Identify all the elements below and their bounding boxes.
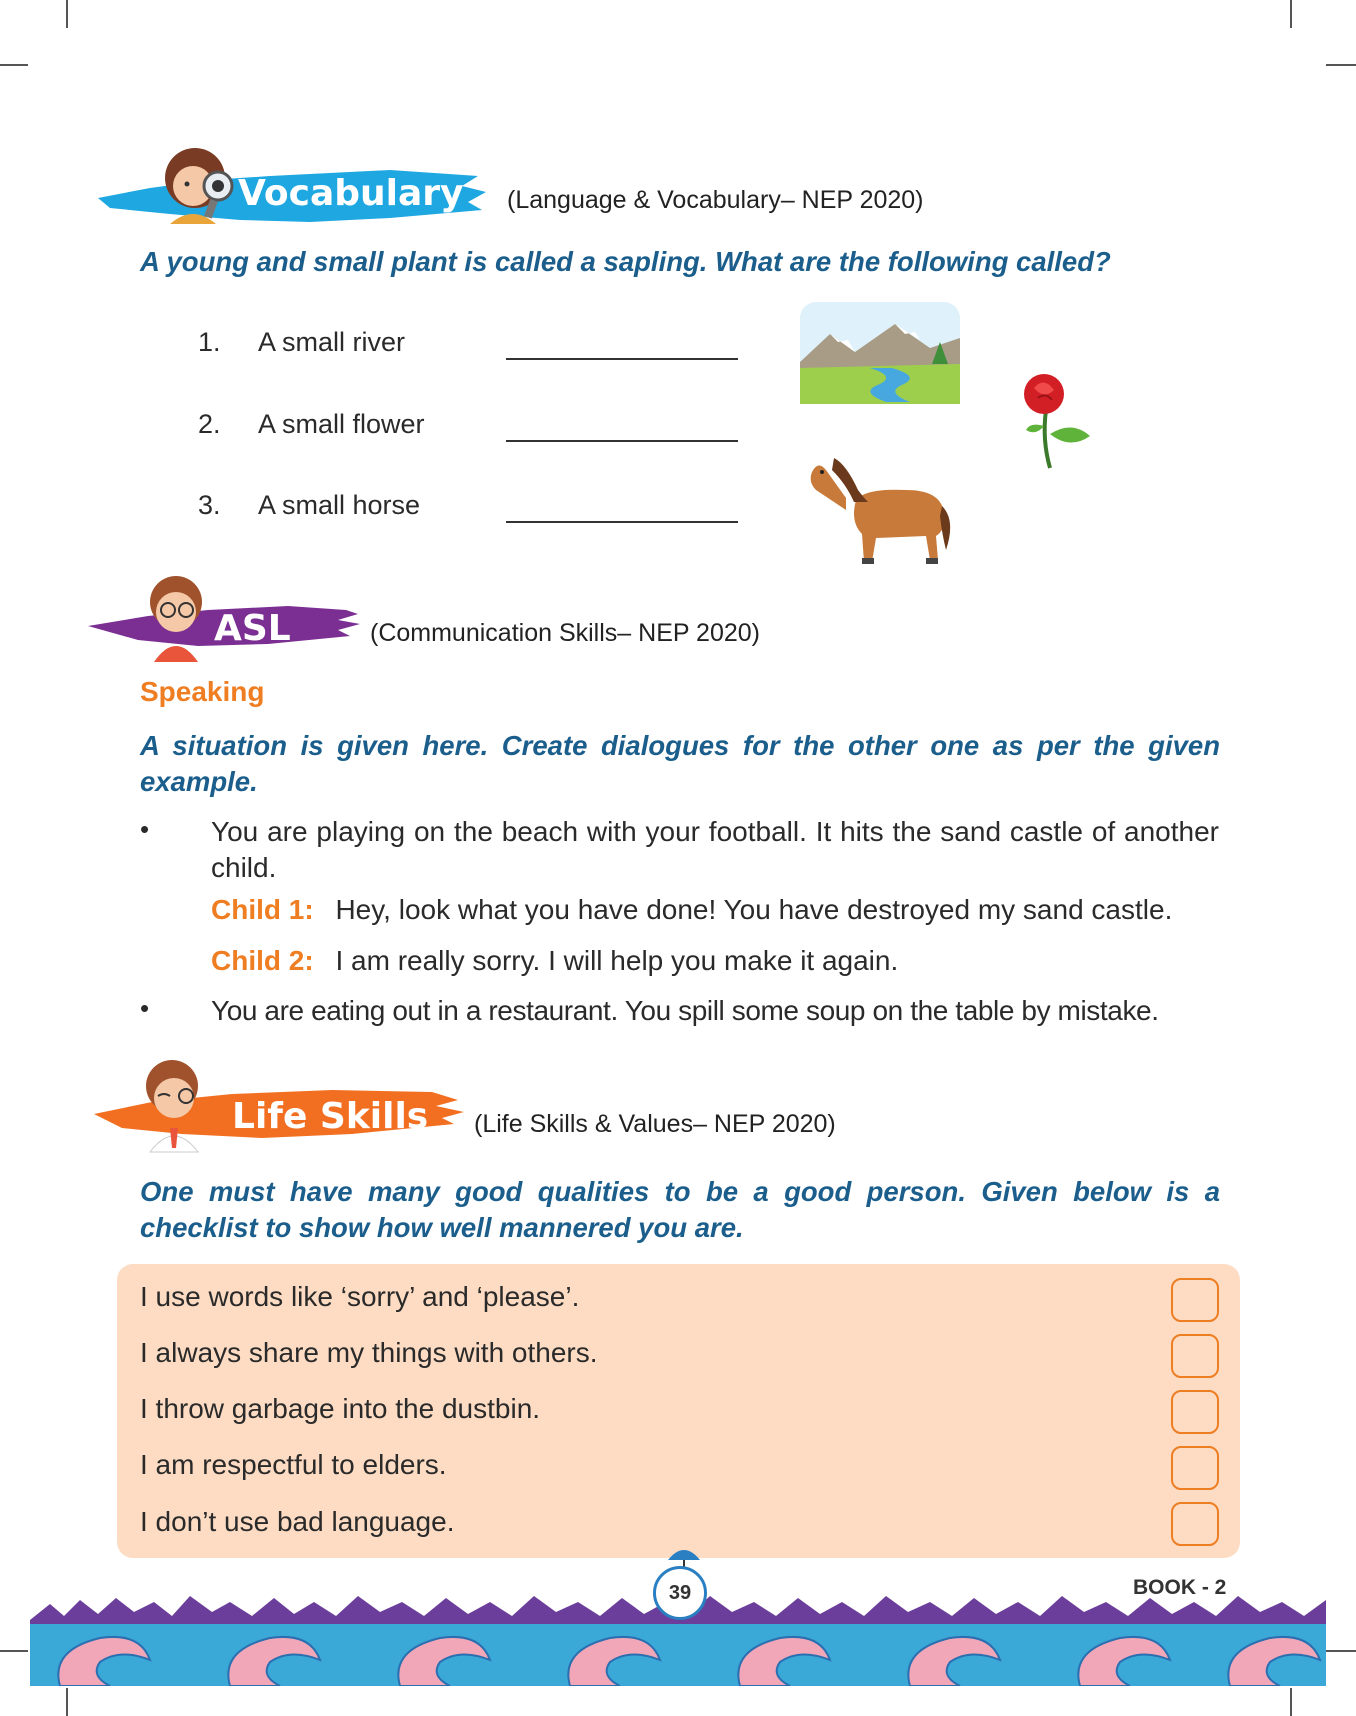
vocab-item-label: A small horse	[258, 490, 421, 520]
crop-mark	[1290, 0, 1292, 28]
vocabulary-note: (Language & Vocabulary– NEP 2020)	[507, 186, 924, 214]
asl-note: (Communication Skills– NEP 2020)	[370, 619, 760, 647]
speaker-label: Child 1:	[211, 894, 314, 925]
speaker-label: Child 2:	[211, 945, 314, 976]
life-skills-banner	[92, 1048, 472, 1158]
horse-illustration	[806, 450, 956, 568]
crop-mark	[1326, 1650, 1356, 1652]
bullet: •	[140, 814, 150, 844]
dialogue-line-1	[211, 892, 1241, 928]
answer-blank-3[interactable]	[506, 521, 738, 523]
crop-mark	[1290, 1688, 1292, 1716]
dialogue-text: I am really sorry. I will help you make it again.	[335, 945, 899, 976]
checklist-checkbox[interactable]	[1171, 1278, 1219, 1322]
checklist-checkbox[interactable]	[1171, 1446, 1219, 1490]
situation-2: You are eating out in a restaurant. You spill some soup on the table by mistake.	[211, 995, 1159, 1026]
asl-title: ASL	[214, 608, 291, 649]
checklist-item: I am respectful to elders.	[140, 1449, 447, 1480]
vocabulary-title: Vocabulary	[238, 173, 464, 214]
speaking-subheading: Speaking	[140, 676, 265, 707]
crop-mark	[0, 1650, 28, 1652]
situation-1: You are playing on the beach with your football. It hits the sand castle of another child.	[211, 816, 1219, 883]
vocabulary-banner	[90, 136, 490, 236]
checklist-checkbox[interactable]	[1171, 1334, 1219, 1378]
checklist-checkbox[interactable]	[1171, 1390, 1219, 1434]
dialogue-text: Hey, look what you have done! You have destroyed my sand castle.	[335, 894, 1173, 925]
answer-blank-1[interactable]	[506, 358, 738, 360]
vocab-item-number: 2.	[198, 409, 221, 439]
checklist-item: I throw garbage into the dustbin.	[140, 1393, 541, 1424]
life-skills-title: Life Skills	[232, 1096, 429, 1137]
crop-mark	[1326, 64, 1356, 66]
checklist-checkbox[interactable]	[1171, 1502, 1219, 1546]
vocabulary-instruction: A young and small plant is called a sapling. What are the following called?	[140, 246, 1111, 277]
crop-mark	[0, 64, 28, 66]
vocab-item-label: A small river	[258, 327, 406, 357]
river-illustration	[800, 302, 960, 404]
vocab-item-number: 1.	[198, 327, 221, 357]
vocab-item-number: 3.	[198, 490, 221, 520]
vocab-item-label: A small flower	[258, 409, 425, 439]
checklist-item: I don’t use bad language.	[140, 1506, 455, 1537]
checklist-item: I always share my things with others.	[140, 1337, 598, 1368]
checklist-item: I use words like ‘sorry’ and ‘please’.	[140, 1281, 580, 1312]
asl-banner	[88, 566, 368, 666]
life-skills-instruction: One must have many good qualities to be a good person. Given below is a checklist to show how well mannered you are.	[140, 1176, 1220, 1243]
dialogue-line-2	[211, 943, 1241, 979]
rose-illustration	[1012, 370, 1092, 470]
manners-checklist	[117, 1264, 1240, 1558]
crop-mark	[66, 0, 68, 28]
life-skills-note: (Life Skills & Values– NEP 2020)	[474, 1110, 836, 1138]
answer-blank-2[interactable]	[506, 440, 738, 442]
crop-mark	[66, 1688, 68, 1716]
asl-instruction: A situation is given here. Create dialogues for the other one as per the given example.	[140, 730, 1220, 797]
page-number: 39	[653, 1566, 707, 1620]
book-label: BOOK - 2	[1133, 1576, 1227, 1599]
bullet: •	[140, 993, 150, 1023]
